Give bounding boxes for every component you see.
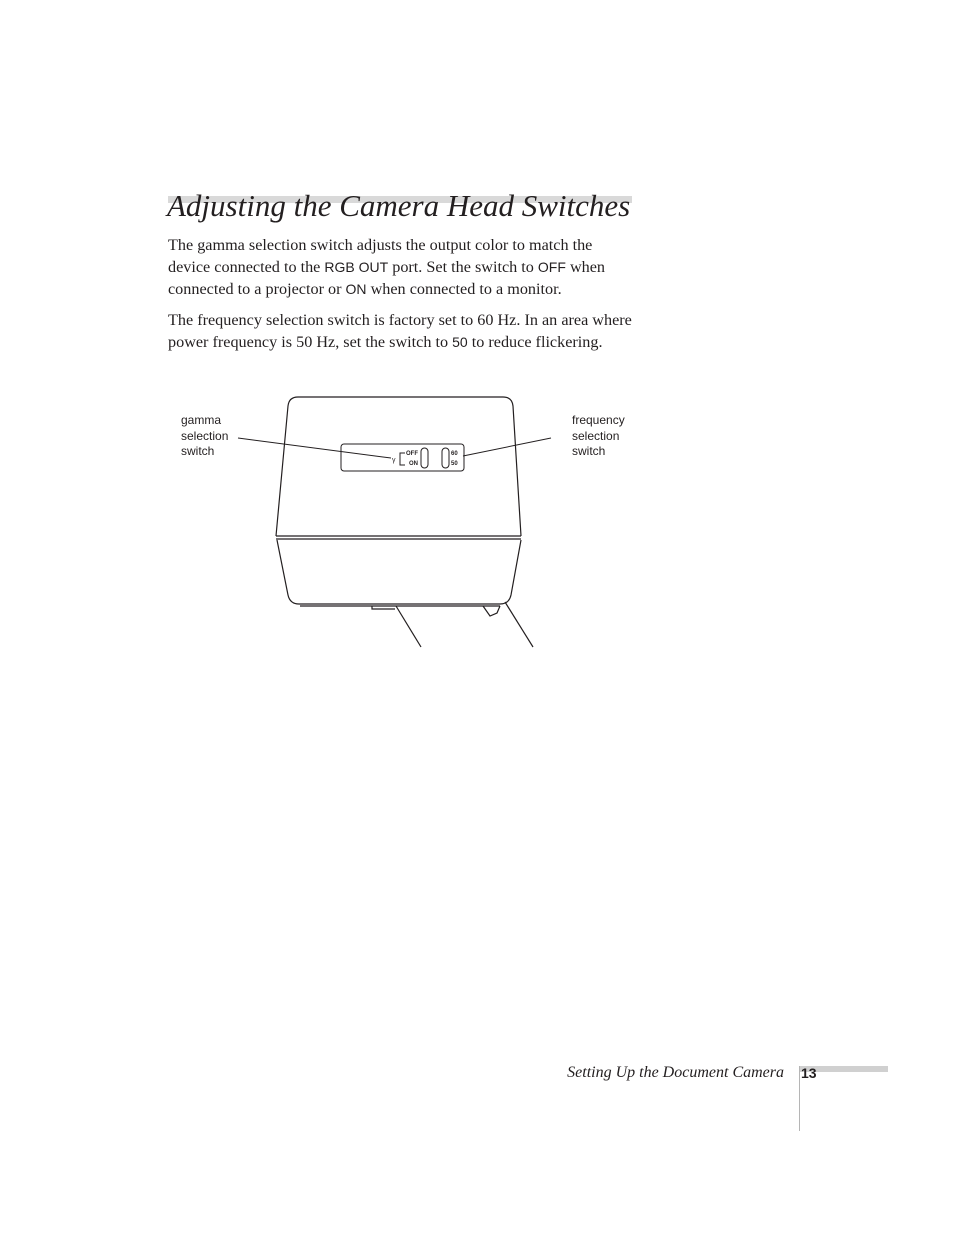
page-number: 13 [801, 1065, 817, 1081]
page-title: Adjusting the Camera Head Switches [167, 188, 631, 223]
text-run: The frequency selection switch is factory set to 60 Hz. In an area where power frequency is 50 Hz, set the switch to [168, 311, 632, 351]
keyword-off: OFF [537, 259, 566, 275]
text-run: when connected to a monitor. [366, 280, 562, 298]
footer-chapter-title: Setting Up the Document Camera [567, 1064, 784, 1081]
text-run: to reduce flickering. [467, 333, 603, 351]
camera-head-upper [276, 397, 521, 536]
camera-arm-right [505, 602, 533, 647]
camera-arm-left [396, 606, 421, 647]
panel-label-gamma-symbol: γ [392, 457, 396, 464]
gamma-bracket-icon [400, 453, 405, 465]
camera-head-tab [483, 606, 500, 616]
keyword-on: ON [345, 281, 367, 297]
text-run: port. Set the switch to [388, 258, 538, 276]
panel-label-on: ON [409, 461, 418, 467]
gamma-switch [421, 448, 428, 468]
panel-label-50: 50 [451, 461, 458, 467]
frequency-switch [442, 448, 449, 468]
panel-label-60: 60 [451, 451, 458, 457]
callout-frequency-selection-switch: frequency selection switch [572, 413, 625, 458]
panel-label-off: OFF [406, 451, 418, 457]
callout-gamma-selection-switch: gamma selection switch [181, 413, 229, 458]
footer-vertical-rule [799, 1066, 800, 1131]
text-run: The gamma selection switch adjusts the output color to match the device connected to the [168, 236, 593, 276]
keyword-50: 50 [452, 334, 468, 350]
text-run: when connected to a projector or [168, 258, 606, 298]
camera-head-lower [277, 540, 521, 604]
leader-line-frequency [463, 438, 551, 456]
keyword-rgb-out: RGB OUT [324, 259, 389, 275]
